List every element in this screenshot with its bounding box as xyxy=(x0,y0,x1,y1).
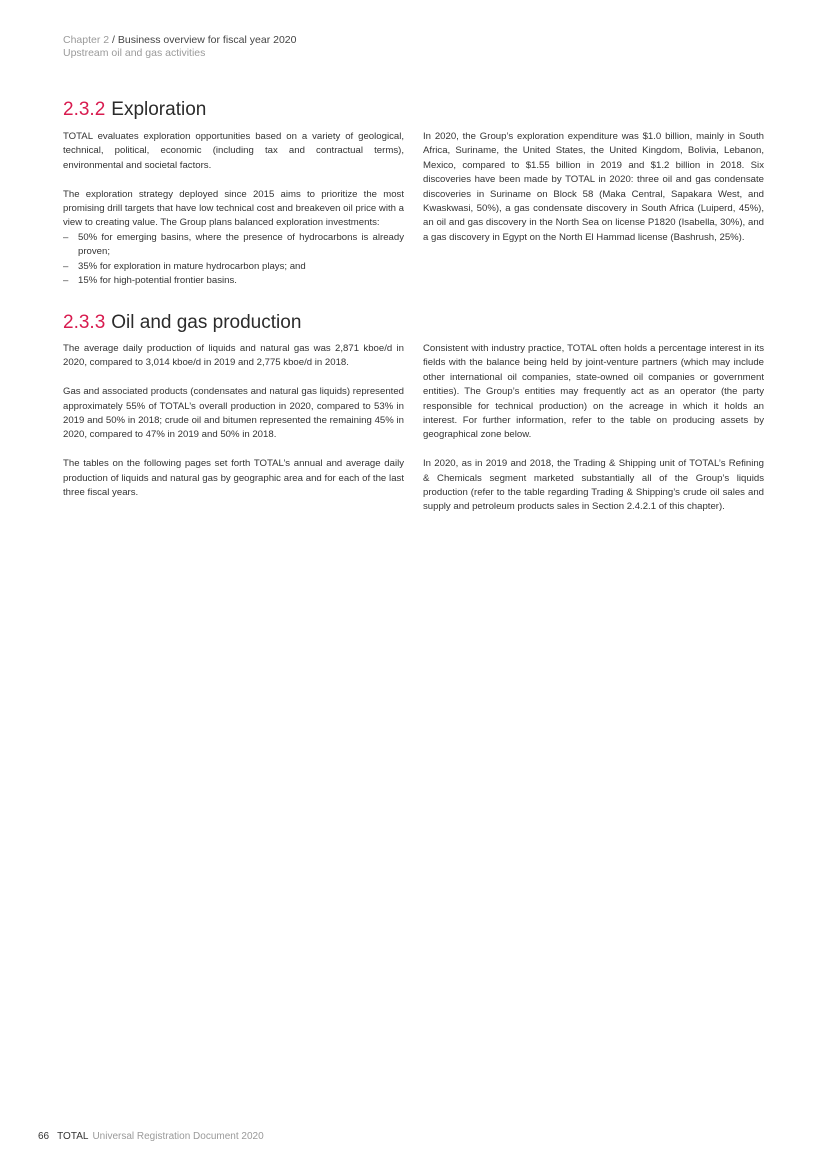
paragraph: TOTAL evaluates exploration opportunities based on a variety of geological, technical, political, economic (including tax and contractual terms), environmental and societal factors. xyxy=(63,131,404,171)
footer-document-title: Universal Registration Document 2020 xyxy=(92,1131,264,1142)
production-left-column xyxy=(63,342,404,515)
section-number: 2.3.2 xyxy=(63,99,106,120)
paragraph: Consistent with industry practice, TOTAL often holds a percentage interest in its fields with the balance being held by joint-venture partners (which may include other international oil companies, state-owned oil companies or government entities). The Group’s entities may frequently act as an operator (the party responsible for technical production) on the acreage in which it holds an interest. For further information, refer to the table on producing assets by geographical zone below. xyxy=(423,343,764,441)
section-heading-exploration xyxy=(63,98,206,122)
paragraph: Gas and associated products (condensates and natural gas liquids) represented approximately 55% of TOTAL’s overall production in 2020, compared to 53% in 2019 and 50% in 2018; crude oil and bitumen represented the remaining 45% in 2020, compared to 47% in 2019 and 50% in 2018. xyxy=(63,386,404,441)
paragraph: In 2020, as in 2019 and 2018, the Trading & Shipping unit of TOTAL’s Refining & Chemicals segment marketed substantially all of the Group’s liquids production (refer to the table regarding Trading & Shipping’s crude oil sales and supply and petroleum products sales in Section 2.4.2.1 of this chapter). xyxy=(423,458,764,513)
production-right-column xyxy=(423,342,764,529)
footer-brand: TOTAL xyxy=(57,1131,89,1142)
section-title: Oil and gas production xyxy=(111,312,302,333)
list-marker: – xyxy=(63,231,69,243)
section-title: Exploration xyxy=(111,99,207,120)
list-marker: – xyxy=(63,260,69,272)
exploration-right-column xyxy=(423,130,764,260)
header-chapter-title: Business overview for fiscal year 2020 xyxy=(117,34,297,46)
paragraph: The average daily production of liquids and natural gas was 2,871 kboe/d in 2020, compared to 3,014 kboe/d in 2019 and 2,775 kboe/d in 2018. xyxy=(63,343,404,369)
running-header xyxy=(63,34,296,60)
paragraph: The tables on the following pages set forth TOTAL’s annual and average daily production of liquids and natural gas by geographic area and for each of the last three fiscal years. xyxy=(63,458,404,499)
page-footer xyxy=(38,1131,264,1143)
list-item: – 50% for emerging basins, where the presence of hydrocarbons is already proven; xyxy=(63,231,404,258)
paragraph: In 2020, the Group’s exploration expenditure was $1.0 billion, mainly in South Africa, Suriname, the United States, the United Kingdom, Bolivia, Lebanon, Mexico, compared to $1.55 billion in 2019 and $1.2 billion in 2018. Six discoveries have been made by TOTAL in 2020: three oil and gas condensate discoveries in Suriname on Block 58 (Maka Central, Sapakara West, and Kwaskwasi, 50%), a gas condensate discovery in South Africa (Luiperd, 45%), an oil and gas discovery in the North Sea on license P1820 (Isabella, 30%), and a gas discovery in Egypt on the North El Hammad license (Bashrush, 25%). xyxy=(423,131,764,243)
section-heading-production xyxy=(63,311,301,335)
investment-list xyxy=(63,231,404,289)
header-separator: / xyxy=(112,34,115,46)
paragraph: The exploration strategy deployed since 2015 aims to prioritize the most promising drill targets that have low technical cost and breakeven oil price with a view to creating value. The Group plans balanced exploration investments: xyxy=(63,188,404,229)
list-item: – 35% for exploration in mature hydrocarbon plays; and xyxy=(63,260,404,274)
section-number: 2.3.3 xyxy=(63,312,106,333)
list-marker: – xyxy=(63,275,69,287)
exploration-left-column xyxy=(63,130,404,288)
list-item: – 15% for high-potential frontier basins. xyxy=(63,274,404,288)
page-number: 66 xyxy=(38,1131,50,1142)
header-chapter-line xyxy=(63,34,296,47)
header-subtitle: Upstream oil and gas activities xyxy=(63,47,206,59)
header-chapter: Chapter 2 xyxy=(63,34,110,46)
